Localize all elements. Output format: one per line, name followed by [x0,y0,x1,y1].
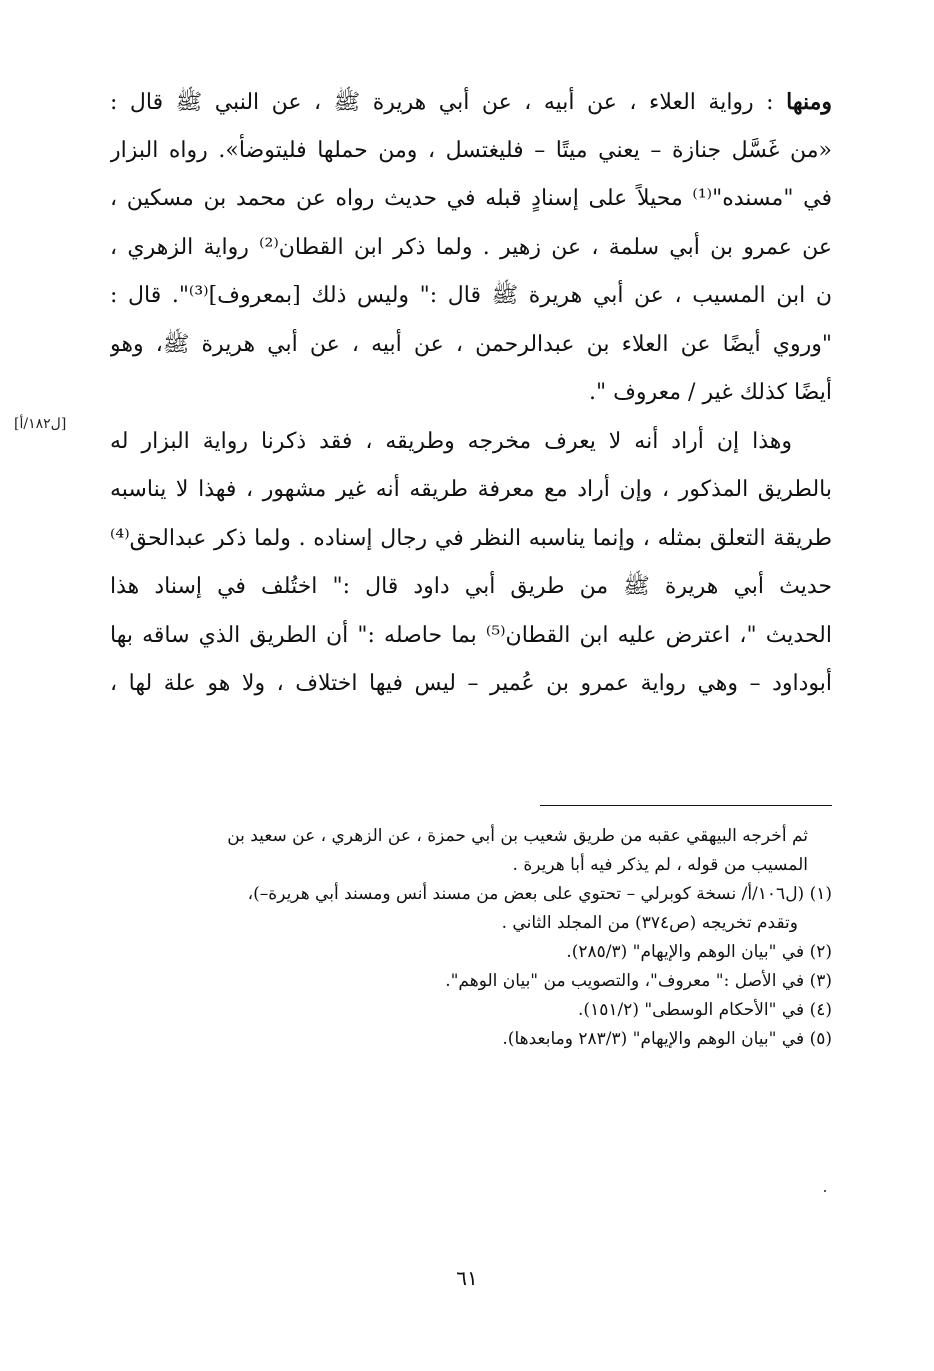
text-line: طريقة التعلق بمثله ، وإنما يناسبه النظر في رجال إسناده . ولما ذكر عبدالحق⁽⁴⁾ [110,525,832,551]
text-line: حديث أبي هريرة ﷺ من طريق أبي داود قال :" اختُلف في إسناد هذا [110,574,832,599]
line-text: : رواية العلاء ، عن أبيه ، عن أبي هريرة ﷺ ، عن النبي ﷺ قال : [110,90,787,115]
footnote-line: (٣) في الأصل :" معروف"، والتصويب من "بيان الوهم". [445,971,832,991]
text-line: أيضًا كذلك غير / معروف ". [588,380,832,405]
text-line: ن ابن المسيب ، عن أبي هريرة ﷺ قال :" وليس ذلك [بمعروف]⁽³⁾". قال : [110,283,832,308]
footnote-line: وتقدم تخريجه (ص٣٧٤) من المجلد الثاني . [501,913,798,933]
footnote-line: (١) (ل١٠٦/أ/ نسخة كوبرلي – تحتوي على بعض من مسند أنس ومسند أبي هريرة–)، [247,884,832,904]
footnote-line: المسيب من قوله ، لم يذكر فيه أبا هريرة . [512,855,808,875]
footnote-line: (٤) في "الأحكام الوسطى" (١٥١/٢). [578,1000,832,1020]
footnote-line: (٥) في "بيان الوهم والإيهام" (٢٨٣/٣ ومابعدها). [502,1029,832,1049]
text-line: عن عمرو بن أبي سلمة ، عن زهير . ولما ذكر ابن القطان⁽²⁾ رواية الزهري ، [110,234,832,260]
text-line [110,78,832,127]
text-line: أبوداود – وهي رواية عمرو بن عُمير – ليس فيها اختلاف ، ولا هو علة لها ، [110,671,832,696]
footnote-separator [540,805,832,806]
text-line: بالطريق المذكور ، وإن أراد مع معرفة طريقه أنه غير مشهور ، فهذا لا يناسبه [110,477,832,502]
text-line: في "مسنده"⁽¹⁾ محيلاً على إسنادٍ قبله في حديث رواه عن محمد بن مسكين ، [110,186,832,211]
bold-lead-word: ومنها [786,89,832,115]
footnote-line: (٢) في "بيان الوهم والإيهام" (٢٨٥/٣). [566,942,832,962]
footnotes [110,822,832,1054]
text-line: وهذا إن أراد أنه لا يعرف مخرجه وطريقه ، فقد ذكرنا رواية البزار له [110,428,792,454]
page-number: ٦١ [456,1266,478,1290]
footnote-line: ثم أخرجه البيهقي عقبه من طريق شعيب بن أبي حمزة ، عن الزهري ، عن سعيد بن [227,826,808,846]
text-line: "وروي أيضًا عن العلاء بن عبدالرحمن ، عن أبيه ، عن أبي هريرة ﷺ، وهو [110,331,832,357]
text-line: الحديث "، اعترض عليه ابن القطان⁽⁵⁾ بما حاصله :" أن الطريق الذي ساقه بها [110,622,832,648]
text-line: «من غَسَّل جنازة – يعني ميتًا – فليغتسل ، ومن حملها فليتوضأ». رواه البزار [110,137,832,163]
manuscript-folio-marker: [ل١٨٢/أ] [14,416,67,432]
scan-speck [824,1190,826,1192]
main-text [110,78,832,709]
